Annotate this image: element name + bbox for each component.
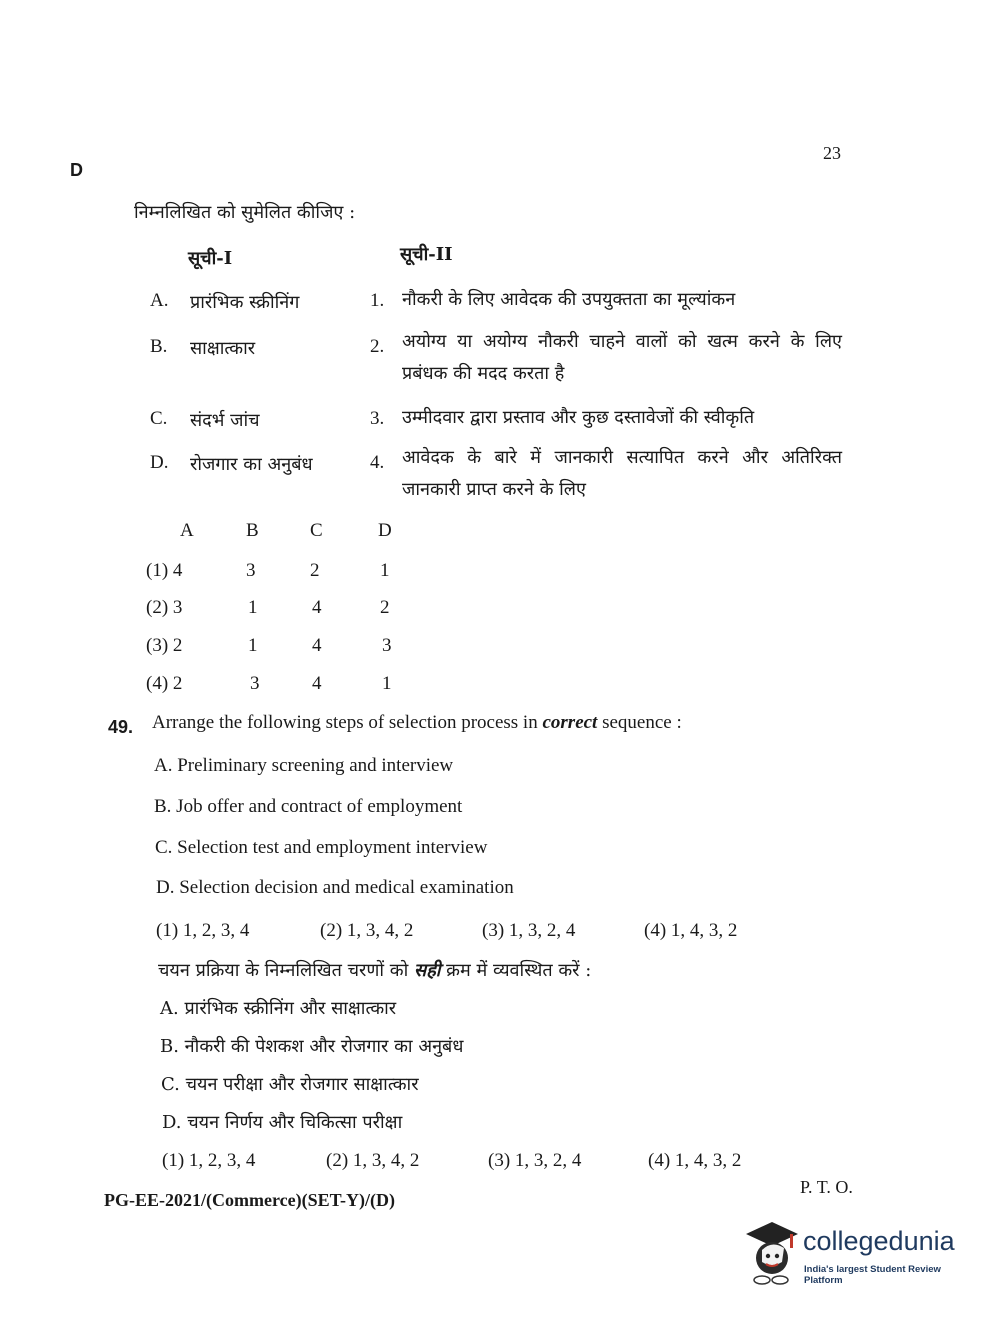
- question-text-pre: Arrange the following steps of selection process in: [152, 712, 543, 733]
- question-text-hi: [158, 958, 591, 982]
- match-instruction: निम्नलिखित को सुमेलित कीजिए :: [134, 202, 356, 223]
- step-item-hi-c: C. चयन परीक्षा और रोजगार साक्षात्कार: [161, 1074, 419, 1095]
- question-text-emphasis: correct: [542, 712, 598, 733]
- option-header-d: D: [378, 520, 392, 541]
- option-b: 3: [246, 560, 256, 581]
- question-text-post: sequence :: [597, 712, 682, 733]
- option-c: 4: [312, 597, 322, 618]
- list1-heading: सूची-I: [188, 248, 233, 269]
- choice-hi-3: (3) 1, 3, 2, 4: [488, 1150, 582, 1171]
- step-item-hi-b: B. नौकरी की पेशकश और रोजगार का अनुबंध: [160, 1036, 464, 1057]
- option-header-a: A: [180, 520, 194, 541]
- step-item-en-b: B. Job offer and contract of employment: [154, 796, 463, 817]
- question-number: 49.: [108, 717, 134, 737]
- option-b: 3: [250, 673, 260, 694]
- choice-hi-1: (1) 1, 2, 3, 4: [162, 1150, 256, 1171]
- step-item-en-c: C. Selection test and employment interview: [155, 837, 488, 858]
- option-c: 2: [310, 560, 320, 581]
- logo-tagline: India's largest Student Review Platform: [804, 1264, 941, 1286]
- set-letter: D: [70, 160, 83, 180]
- list2-item: आवेदक के बारे में जानकारी सत्यापित करने और अतिरिक्त जानकारी प्राप्त करने के लिए: [402, 447, 842, 500]
- option-label: (1) 4: [146, 560, 183, 581]
- list1-item: साक्षात्कार: [190, 338, 256, 359]
- row-letter: D.: [150, 452, 169, 473]
- option-b: 1: [248, 635, 258, 656]
- row-letter: B.: [150, 336, 168, 357]
- row-number: 4.: [370, 452, 385, 473]
- list2-item: नौकरी के लिए आवेदक की उपयुक्तता का मूल्यांकन: [402, 289, 736, 310]
- option-c: 4: [312, 673, 322, 694]
- collegedunia-logo: [744, 1218, 974, 1288]
- row-number: 3.: [370, 408, 385, 429]
- choice-en-4: (4) 1, 4, 3, 2: [644, 920, 738, 941]
- list2-item: अयोग्य या अयोग्य नौकरी चाहने वालों को खत्म करने के लिए प्रबंधक की मदद करता है: [402, 331, 842, 384]
- option-label: (3) 2: [146, 635, 183, 656]
- question-hi-post: क्रम में व्यवस्थित करें :: [440, 960, 592, 981]
- option-label: (2) 3: [146, 597, 183, 618]
- paper-code: PG-EE-2021/(Commerce)(SET-Y)/(D): [104, 1190, 395, 1210]
- choice-en-2: (2) 1, 3, 4, 2: [320, 920, 414, 941]
- logo-wordmark: collegedunia: [803, 1226, 955, 1256]
- option-header-c: C: [310, 520, 323, 541]
- list1-item: प्रारंभिक स्क्रीनिंग: [190, 292, 300, 313]
- question-hi-emphasis: सही: [414, 960, 441, 981]
- choice-hi-4: (4) 1, 4, 3, 2: [648, 1150, 742, 1171]
- pto-label: P. T. O.: [800, 1177, 853, 1197]
- option-d: 2: [380, 597, 390, 618]
- question-hi-pre: चयन प्रक्रिया के निम्नलिखित चरणों को: [158, 960, 415, 981]
- graduate-mascot-icon: [744, 1218, 800, 1286]
- option-header-b: B: [246, 520, 259, 541]
- option-d: 1: [382, 673, 392, 694]
- step-item-hi-a: A. प्रारंभिक स्क्रीनिंग और साक्षात्कार: [160, 998, 397, 1019]
- step-item-en-a: A. Preliminary screening and interview: [154, 755, 454, 776]
- list2-item: उम्मीदवार द्वारा प्रस्ताव और कुछ दस्तावेजों की स्वीकृति: [402, 407, 755, 428]
- option-label: (4) 2: [146, 673, 183, 694]
- choice-en-1: (1) 1, 2, 3, 4: [156, 920, 250, 941]
- question-text-en: [152, 712, 682, 734]
- choice-hi-2: (2) 1, 3, 4, 2: [326, 1150, 420, 1171]
- option-d: 1: [380, 560, 390, 581]
- list2-heading: सूची-II: [400, 244, 453, 265]
- row-letter: C.: [150, 408, 168, 429]
- row-number: 1.: [370, 290, 385, 311]
- choice-en-3: (3) 1, 3, 2, 4: [482, 920, 576, 941]
- page-number: 23: [823, 143, 841, 163]
- row-number: 2.: [370, 336, 385, 357]
- option-b: 1: [248, 597, 258, 618]
- row-letter: A.: [150, 290, 169, 311]
- list1-item: संदर्भ जांच: [190, 410, 260, 431]
- step-item-en-d: D. Selection decision and medical examination: [156, 877, 514, 898]
- option-c: 4: [312, 635, 322, 656]
- list1-item: रोजगार का अनुबंध: [190, 454, 313, 475]
- step-item-hi-d: D. चयन निर्णय और चिकित्सा परीक्षा: [162, 1112, 403, 1133]
- option-d: 3: [382, 635, 392, 656]
